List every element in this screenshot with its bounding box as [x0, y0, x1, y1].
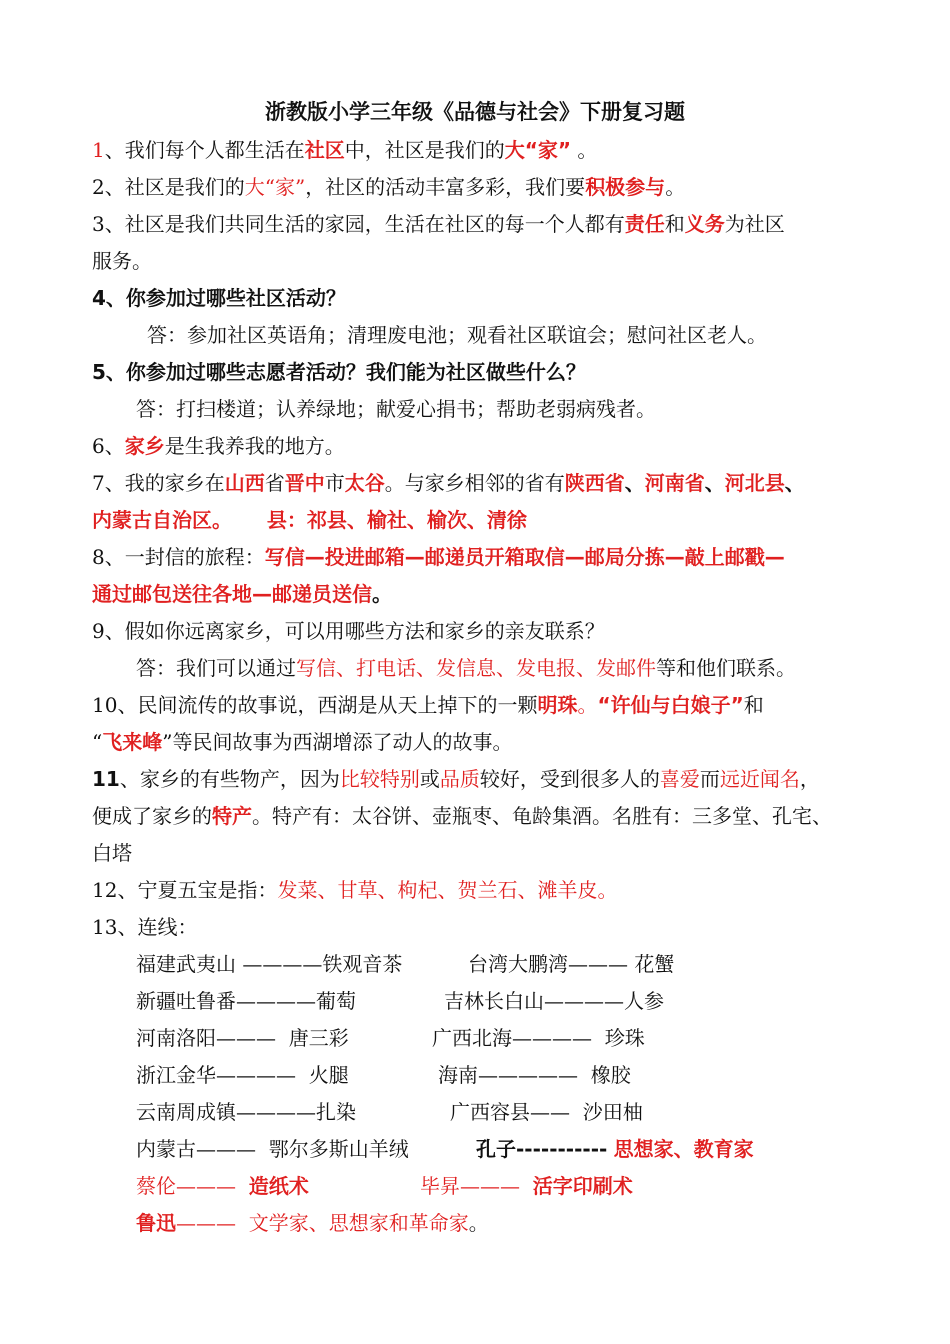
question-8-cont: 通过邮包送往各地—邮递员送信。 — [92, 582, 392, 606]
question-4: 4、你参加过哪些社区活动？ — [92, 286, 346, 310]
answer-9: 答：我们可以通过写信、打电话、发信息、发电报、发邮件等和他们联系。 — [136, 656, 796, 680]
question-6: 6、家乡是生我养我的地方。 — [92, 434, 345, 458]
match-row-8: 鲁迅——— 文学家、思想家和革命家。 — [136, 1211, 489, 1235]
answer-5: 答：打扫楼道；认养绿地；献爱心捐书；帮助老弱病残者。 — [136, 397, 656, 421]
question-11-cont: 便成了家乡的特产。特产有：太谷饼、壶瓶枣、龟龄集酒。名胜有：三多堂、孔宅、 — [92, 804, 832, 828]
question-3: 3、社区是我们共同生活的家园，生活在社区的每一个人都有责任和义务为社区 — [92, 212, 785, 236]
match-row-5-right: 广西容县—— 沙田柚 — [450, 1100, 643, 1124]
match-row-6-left: 内蒙古——— 鄂尔多斯山羊绒 — [136, 1137, 409, 1161]
match-row-4-right: 海南————— 橡胶 — [438, 1063, 631, 1087]
match-row-2-left: 新疆吐鲁番————葡萄 — [136, 989, 356, 1013]
match-row-1-right: 台湾大鹏湾——— 花蟹 — [468, 952, 675, 976]
question-7-cont: 内蒙古自治区。 县：祁县、榆社、榆次、清徐 — [92, 508, 527, 532]
match-row-3-left: 河南洛阳——— 唐三彩 — [136, 1026, 349, 1050]
page-title: 浙教版小学三年级《品德与社会》下册复习题 — [265, 100, 685, 124]
match-row-1-left: 福建武夷山 ————铁观音茶 — [136, 952, 403, 976]
question-10: 10、民间流传的故事说，西湖是从天上掉下的一颗明珠。“许仙与白娘子”和 — [92, 693, 764, 717]
match-row-3-right: 广西北海———— 珍珠 — [432, 1026, 645, 1050]
question-13: 13、连线： — [92, 915, 198, 939]
question-12: 12、宁夏五宝是指：发菜、甘草、枸杞、贺兰石、滩羊皮。 — [92, 878, 618, 902]
question-2: 2、社区是我们的大“家”，社区的活动丰富多彩，我们要积极参与。 — [92, 175, 686, 199]
match-row-6-right: 孔子----------- 思想家、教育家 — [476, 1137, 754, 1161]
question-7: 7、我的家乡在山西省晋中市太谷。与家乡相邻的省有陕西省、河南省、河北县、 — [92, 471, 805, 495]
answer-4: 答：参加社区英语角；清理废电池；观看社区联谊会；慰问社区老人。 — [147, 323, 767, 347]
q1-number: 1 — [92, 138, 105, 162]
question-5: 5、你参加过哪些志愿者活动？我们能为社区做些什么？ — [92, 360, 586, 384]
match-row-4-left: 浙江金华———— 火腿 — [136, 1063, 349, 1087]
match-row-5-left: 云南周成镇————扎染 — [136, 1100, 356, 1124]
match-row-7-left: 蔡伦——— 造纸术 — [136, 1174, 309, 1198]
match-row-2-right: 吉林长白山————人参 — [444, 989, 664, 1013]
question-11: 11、家乡的有些物产，因为比较特别或品质较好，受到很多人的喜爱而远近闻名， — [92, 767, 820, 791]
question-11-cont2: 白塔 — [92, 841, 132, 865]
question-3-cont: 服务。 — [92, 249, 152, 273]
question-9: 9、假如你远离家乡，可以用哪些方法和家乡的亲友联系？ — [92, 619, 605, 643]
match-row-7-right: 毕昇——— 活字印刷术 — [420, 1174, 633, 1198]
question-1: 1、我们每个人都生活在社区中，社区是我们的大“家” 。 — [92, 138, 598, 162]
question-8: 8、一封信的旅程：写信—投进邮箱—邮递员开箱取信—邮局分拣—敲上邮戳— — [92, 545, 785, 569]
question-10-cont: “飞来峰”等民间故事为西湖增添了动人的故事。 — [92, 730, 513, 754]
